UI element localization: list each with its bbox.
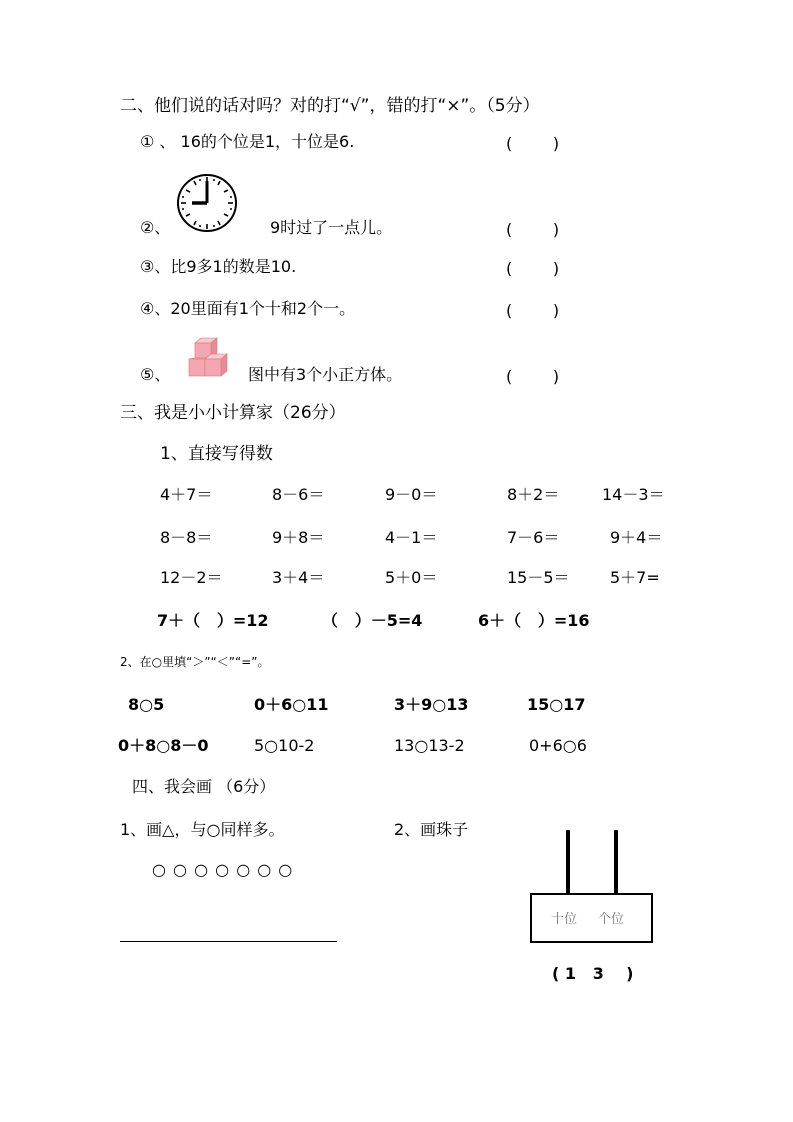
- compare-1-3: 3＋9○13: [394, 695, 469, 714]
- calc-2-4: 7－6＝: [507, 528, 560, 547]
- statement-5-prefix: ⑤、: [140, 365, 171, 384]
- circle-row: ○ ○ ○ ○ ○ ○ ○: [152, 860, 294, 879]
- draw-question-2: 2、画珠子: [394, 820, 469, 839]
- section3-title: 三、我是小小计算家（26分）: [120, 403, 346, 423]
- compare-2-1: 0＋8○8－0: [118, 736, 209, 755]
- answer-paren-3[interactable]: ( ): [506, 259, 560, 278]
- statement-3: ③、比9多1的数是10.: [140, 257, 297, 276]
- statement-2: 9时过了一点儿。: [270, 218, 393, 237]
- compare-2-2: 5○10-2: [254, 736, 315, 755]
- answer-paren-1[interactable]: ( ): [506, 134, 560, 153]
- ones-label: 个位: [598, 912, 625, 927]
- abacus-rod-tens[interactable]: [566, 830, 570, 893]
- statement-4: ④、20里面有1个十和2个一。: [140, 299, 356, 318]
- calc-3-2: 3＋4＝: [272, 568, 325, 587]
- statement-1: ① 、 16的个位是1，十位是6.: [140, 132, 355, 151]
- abacus-rod-ones[interactable]: [614, 830, 618, 893]
- calc-3-5: 5＋7=: [610, 568, 660, 587]
- calc-1-4: 8＋2＝: [507, 485, 560, 504]
- sub-title-compare: 2、在○里填“＞”“＜”“=”。: [120, 655, 270, 669]
- calc-2-1: 8－8＝: [160, 528, 213, 547]
- compare-1-2: 0＋6○11: [254, 695, 329, 714]
- section2-title: 二、他们说的话对吗？对的打“√”，错的打“×”。（5分）: [120, 96, 540, 116]
- tens-label: 十位: [551, 912, 578, 927]
- calc-2-3: 4－1＝: [385, 528, 438, 547]
- answer-paren-4[interactable]: ( ): [506, 301, 560, 320]
- fill-blank-2: （ ）－5=4: [322, 611, 423, 630]
- sub-title-direct: 1、直接写得数: [160, 444, 273, 464]
- draw-question-1: 1、画△，与○同样多。: [120, 820, 285, 839]
- calc-1-5: 14－3＝: [602, 485, 665, 504]
- calc-3-1: 12－2＝: [160, 568, 223, 587]
- abacus-number: ( 1 3 ): [552, 964, 634, 983]
- calc-3-3: 5＋0＝: [385, 568, 438, 587]
- answer-line[interactable]: [120, 941, 337, 942]
- compare-1-4: 15○17: [527, 695, 586, 714]
- cubes-icon: [187, 337, 237, 379]
- clock-icon: [176, 173, 238, 233]
- calc-2-2: 9＋8＝: [272, 528, 325, 547]
- statement-5: 图中有3个小正方体。: [248, 365, 403, 384]
- answer-paren-5[interactable]: ( ): [506, 367, 560, 386]
- statement-2-prefix: ②、: [140, 218, 171, 237]
- calc-2-5: 9＋4＝: [610, 528, 663, 547]
- calc-1-1: 4＋7＝: [160, 485, 213, 504]
- answer-paren-2[interactable]: ( ): [506, 220, 560, 239]
- compare-1-1: 8○5: [128, 695, 165, 714]
- fill-blank-1: 7＋（ ）=12: [157, 611, 269, 630]
- fill-blank-3: 6＋（ ）=16: [478, 611, 590, 630]
- compare-2-3: 13○13-2: [394, 736, 465, 755]
- calc-3-4: 15－5＝: [507, 568, 570, 587]
- calc-1-3: 9－0＝: [385, 485, 438, 504]
- abacus-frame: [530, 893, 653, 943]
- section4-title: 四、我会画 （6分）: [132, 777, 276, 796]
- calc-1-2: 8－6＝: [272, 485, 325, 504]
- compare-2-4: 0+6○6: [529, 736, 587, 755]
